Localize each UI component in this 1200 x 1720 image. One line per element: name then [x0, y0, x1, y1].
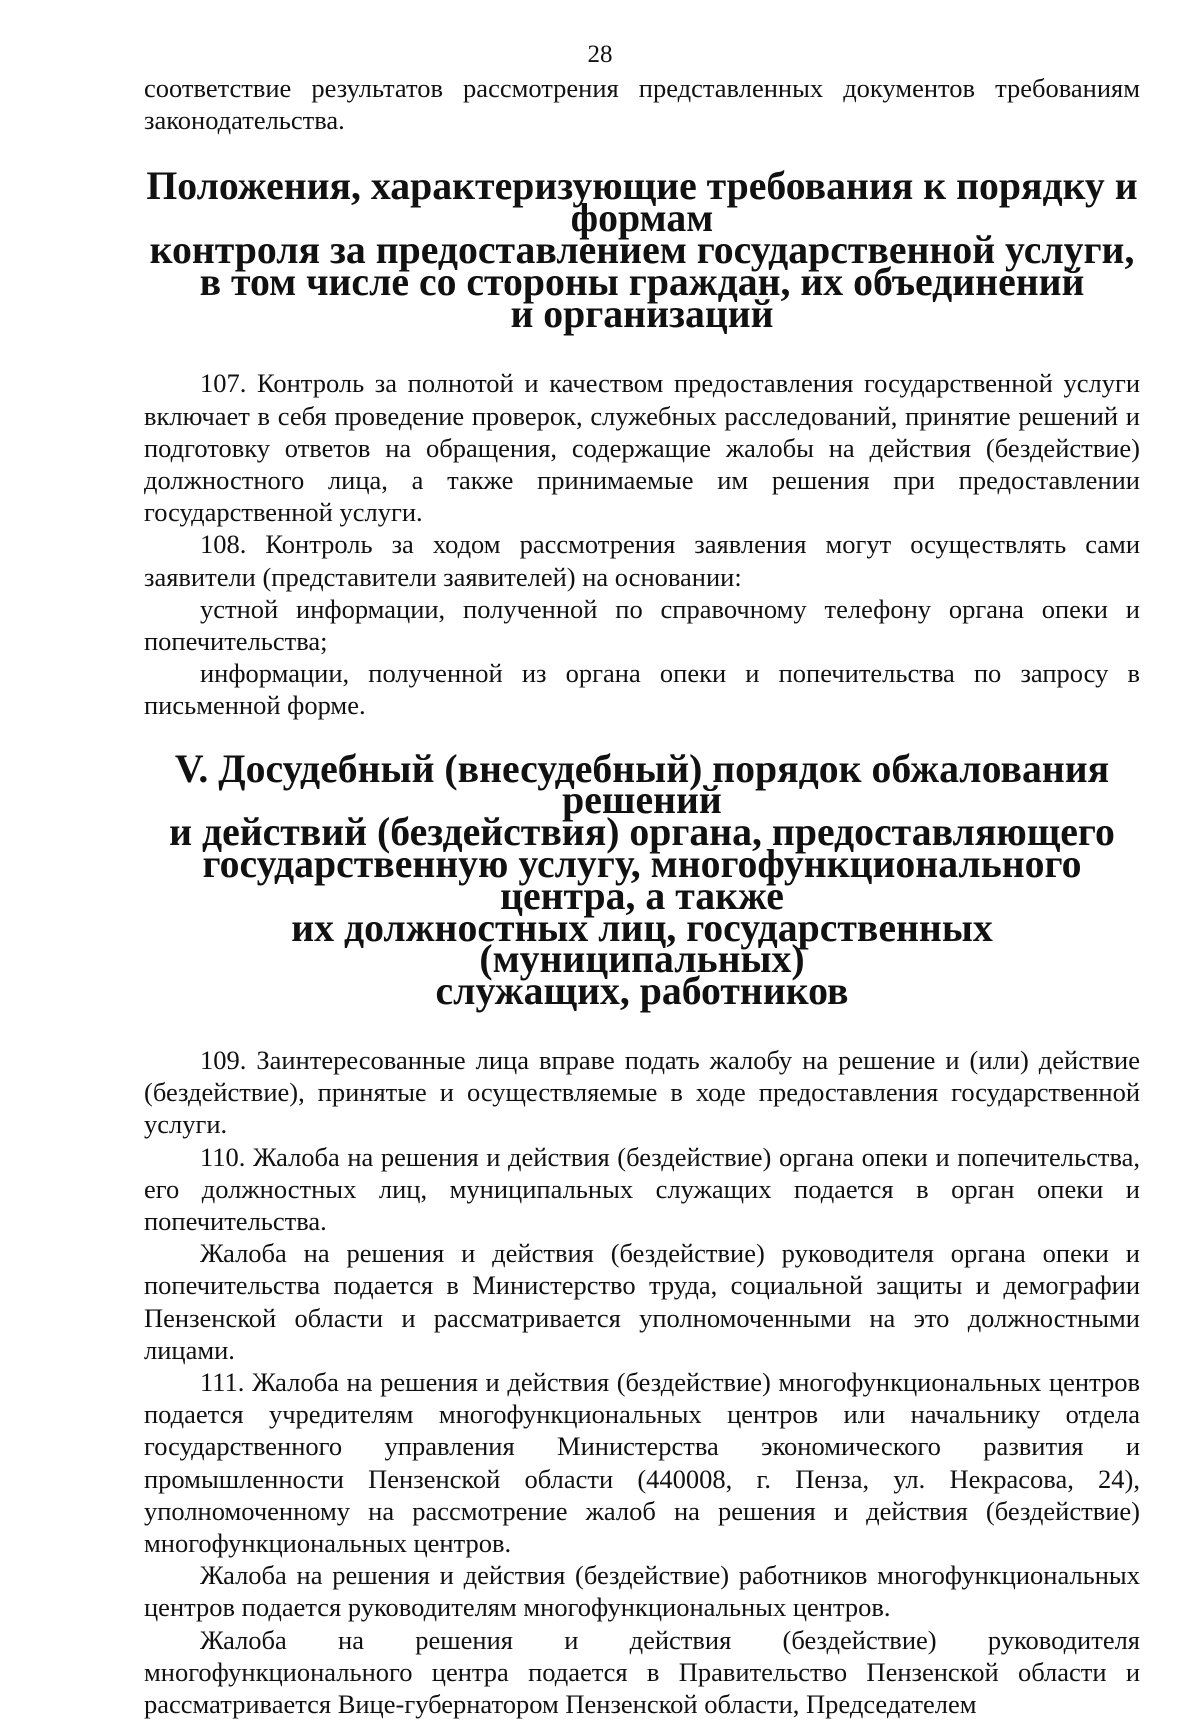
- paragraph-111: 111. Жалоба на решения и действия (бездействие) многофункциональных центров подается учредителям многофункциональных центров или начальнику отдела государственного управления Министерства экономического развития и промышленности Пензенской области (440008, г. Пенза, ул. Некрасова, 24), уполномоченному на рассмотрение жалоб на решения и действия (бездействие) многофункциональных центров.: [144, 1367, 1140, 1559]
- paragraph-complaint-head: Жалоба на решения и действия (бездействие) руководителя органа опеки и попечительства подается в Министерство труда, социальной защиты и демографии Пензенской области и рассматривается уполномоченными на это должностными лицами.: [144, 1238, 1140, 1365]
- heading-line: Положения, характеризующие требования к порядку и формам: [146, 164, 1138, 241]
- heading-line: контроля за предоставлением государственной услуги,: [149, 228, 1135, 272]
- intro-paragraph: соответствие результатов рассмотрения представленных документов требованиям законодательства.: [144, 73, 1140, 136]
- heading-line: и действий (бездействия) органа, предоставляющего: [169, 810, 1115, 855]
- heading-line: служащих, работников: [435, 969, 849, 1014]
- heading-line: V. Досудебный (внесудебный) порядок обжалования решений: [174, 746, 1110, 823]
- paragraph-107: 107. Контроль за полнотой и качеством предоставления государственной услуги включает в себя проведение проверок, служебных расследований, принятие решений и подготовку ответов на обращения, содержащие жалобы на действия (бездействие) должностного лица, а также принимаемые им решения при предоставлении государственной услуги.: [144, 368, 1140, 528]
- paragraph-complaint-mfc-head: Жалоба на решения и действия (бездействие) руководителя многофункционального центра подается в Правительство Пензенской области и рассматривается Вице-губернатором Пензенской области, Председателем: [144, 1624, 1140, 1720]
- page-number: 28: [587, 41, 613, 68]
- heading-line: государственную услугу, многофункционального центра, а также: [202, 842, 1082, 918]
- heading-line: и организаций: [510, 291, 774, 336]
- section-control-heading: [144, 164, 1140, 336]
- paragraph-written-info: информации, полученной из органа опеки и попечительства по запросу в письменной форме.: [144, 658, 1140, 721]
- section-appeal-heading: [144, 746, 1140, 1014]
- paragraph-oral-info: устной информации, полученной по справочному телефону органа опеки и попечительства;: [144, 593, 1140, 657]
- paragraph-complaint-workers: Жалоба на решения и действия (бездействие) работников многофункциональных центров подается руководителям многофункциональных центров.: [144, 1560, 1140, 1623]
- paragraph-108: 108. Контроль за ходом рассмотрения заявления могут осуществлять сами заявители (представители заявителей) на основании:: [144, 529, 1140, 592]
- heading-line: в том числе со стороны граждан, их объединений: [199, 259, 1085, 304]
- paragraph-109: 109. Заинтересованные лица вправе подать жалобу на решение и (или) действие (бездействие), принятые и осуществляемые в ходе предоставления государственной услуги.: [144, 1045, 1140, 1140]
- heading-line: их должностных лиц, государственных (муниципальных): [291, 905, 993, 982]
- document-body: [144, 72, 1140, 1720]
- paragraph-110: 110. Жалоба на решения и действия (бездействие) органа опеки и попечительства, его должностных лиц, муниципальных служащих подается в орган опеки и попечительства.: [144, 1141, 1140, 1237]
